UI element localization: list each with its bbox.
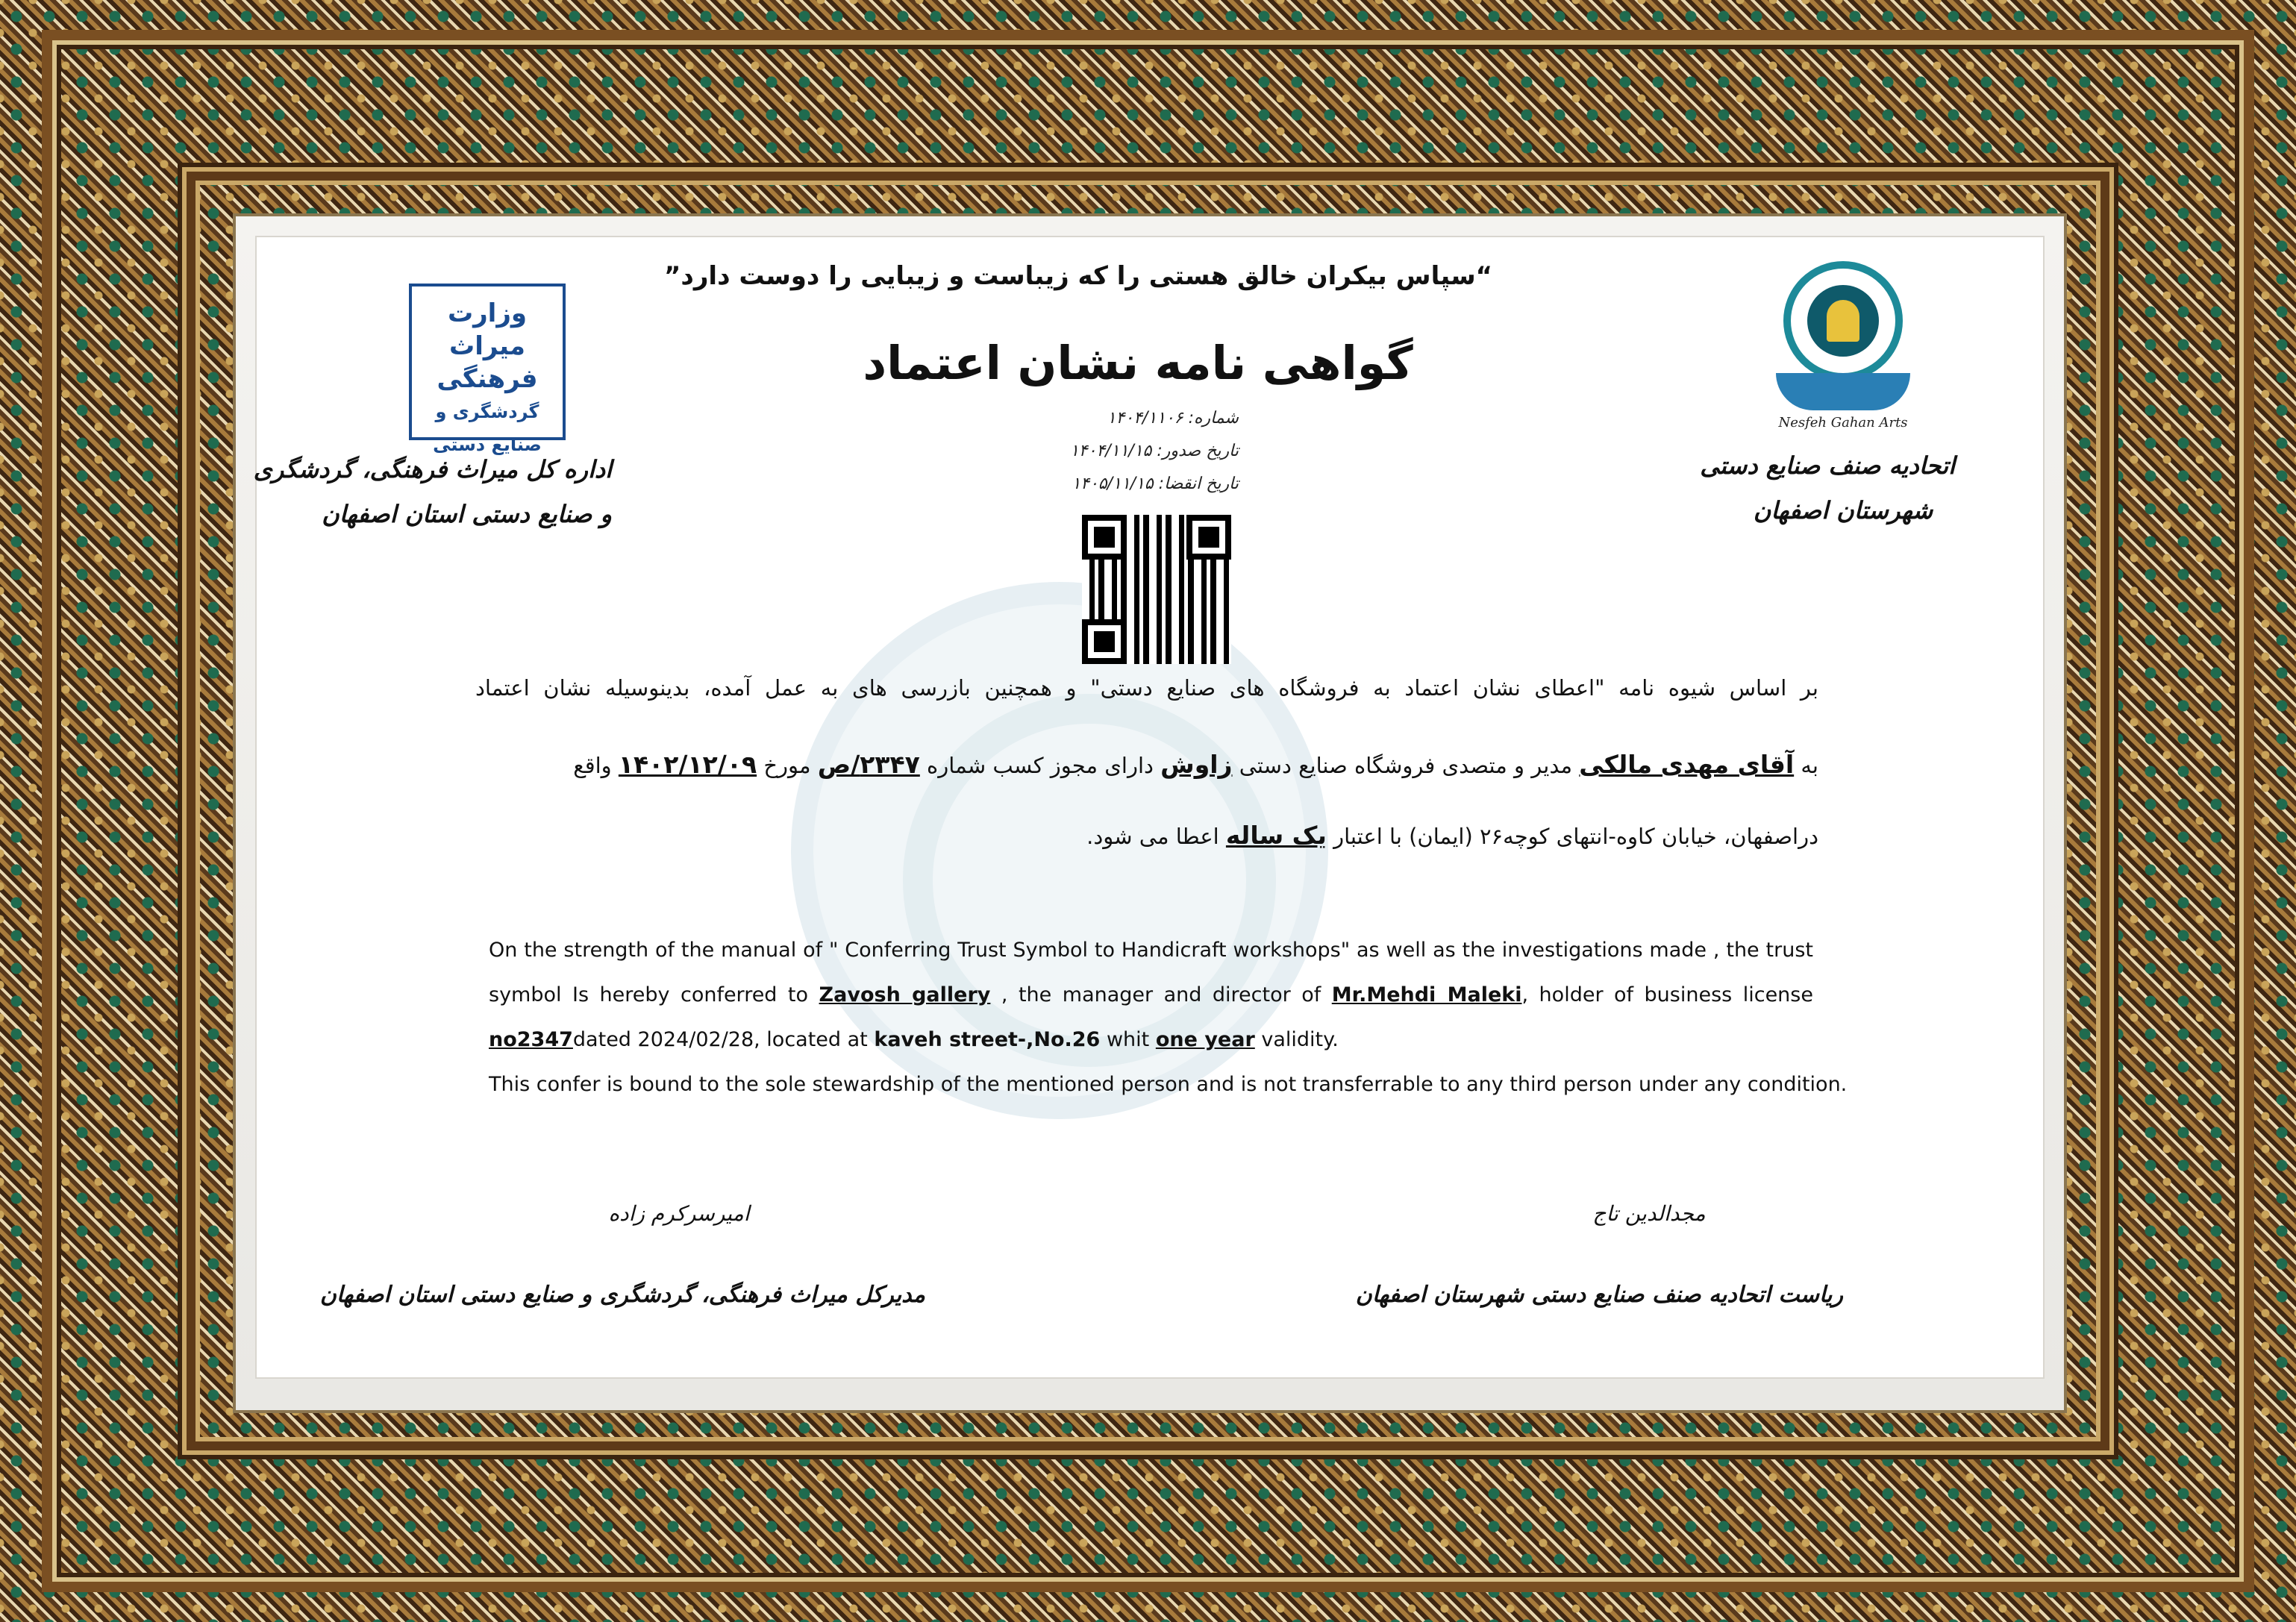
union-logo-base-icon (1776, 373, 1910, 410)
recipient-name-en: Mr.Mehdi Maleki (1331, 983, 1522, 1006)
right-signatory-name: مجدالدین تاج (1592, 1201, 1706, 1226)
persian-text: واقع (573, 753, 612, 778)
persian-body-line2 (573, 750, 1818, 779)
issue-date: تاریخ صدور: ۱۴۰۴/۱۱/۱۵ (1069, 442, 1239, 460)
english-body-line2 (489, 983, 1813, 1006)
certificate-number: شماره: ۱۴۰۴/۱۱۰۶ (1107, 409, 1239, 428)
persian-text: دارای مجوز کسب شماره (927, 753, 1154, 778)
persian-text: مدیر و متصدی فروشگاه صنایع دستی (1239, 753, 1573, 778)
motto: “سپاس بیکران خالق هستی را که زیباست و زیبایی را دوست دارد” (664, 261, 1492, 291)
address-en: kaveh street-,No.26 (874, 1028, 1101, 1051)
ministry-logo (409, 284, 566, 455)
english-body-line3 (489, 1028, 1339, 1051)
expiry-date: تاریخ انقضا: ۱۴۰۵/۱۱/۱۵ (1072, 475, 1239, 493)
union-logo (1776, 261, 1910, 440)
union-caption-line1: اتحادیه صنف صنایع دستی (1700, 451, 1955, 480)
english-text: , the manager and director of (1001, 983, 1321, 1006)
recipient-name-fa: آقای مهدی مالکی (1579, 750, 1795, 779)
persian-body-line3 (1086, 821, 1818, 850)
ministry-logo-line2: میراث فرهنگی (437, 331, 538, 394)
left-signatory-name: امیرسرکرم زاده (608, 1201, 750, 1226)
union-logo-emblem-icon (1807, 285, 1879, 357)
persian-body-line1: بر اساس شیوه نامه "اعطای نشان اعتماد به فروشگاه های صنایع دستی" و همچنین بازرسی های به عمل آمده، بدینوسیله نشان اعتماد (475, 675, 1818, 701)
ministry-caption-line2: و صنایع دستی استان اصفهان (322, 500, 612, 528)
english-text: symbol Is hereby conferred to (489, 983, 809, 1006)
license-number-fa: ۲۳۴۷/ص (817, 750, 920, 779)
union-logo-script: Nesfeh Gahan Arts (1778, 415, 1908, 430)
persian-text: به (1801, 753, 1818, 778)
persian-text: دراصفهان، خیابان کاوه-انتهای کوچه۲۶ (ایمان) با اعتبار (1333, 824, 1818, 849)
ministry-caption-line1: اداره کل میراث فرهنگی، گردشگری (253, 455, 612, 483)
ministry-logo-line3: گردشگری و صنایع دستی (433, 401, 542, 455)
left-signatory-title: مدیرکل میراث فرهنگی، گردشگری و صنایع دستی استان اصفهان (319, 1282, 925, 1308)
persian-text: مورخ (763, 753, 811, 778)
qr-finder-icon (1186, 515, 1231, 560)
shop-name-fa: زاوش (1160, 750, 1233, 779)
english-text: whit (1106, 1028, 1150, 1051)
ministry-logo-line1: وزارت (447, 298, 528, 328)
certificate-title: گواهی نامه نشان اعتماد (863, 336, 1413, 390)
english-text: dated 2024/02/28, located at (572, 1028, 868, 1051)
english-text: , holder of business license (1521, 983, 1813, 1006)
english-text: validity. (1261, 1028, 1339, 1051)
validity-fa: یک ساله (1225, 821, 1327, 850)
ministry-logo-text (418, 297, 557, 461)
right-signatory-title: ریاست اتحادیه صنف صنایع دستی شهرستان اصفهان (1355, 1282, 1843, 1308)
union-caption-line2: شهرستان اصفهان (1753, 496, 1933, 525)
qr-finder-icon (1082, 515, 1127, 560)
english-body-line1: On the strength of the manual of " Conferring Trust Symbol to Handicraft workshops" as well as the investigations made , the trust (489, 939, 1813, 962)
license-number-en: no2347 (489, 1028, 573, 1051)
qr-finder-icon (1082, 619, 1127, 664)
persian-text: اعطا می شود. (1086, 824, 1219, 849)
gallery-name-en: Zavosh gallery (819, 983, 991, 1006)
english-body-line4: This confer is bound to the sole stewardship of the mentioned person and is not transferrable to any third person under any condition. (489, 1073, 1848, 1096)
qr-code[interactable] (1082, 515, 1231, 664)
validity-en: one year (1155, 1028, 1255, 1051)
license-date-fa: ۱۴۰۲/۱۲/۰۹ (618, 750, 757, 779)
